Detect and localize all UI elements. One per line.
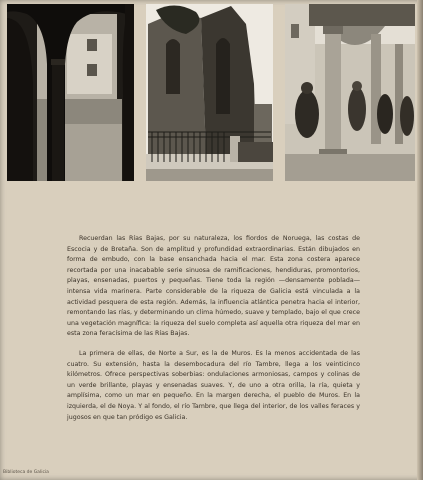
photo-gothic-church xyxy=(146,4,273,181)
page-edge xyxy=(417,0,423,480)
photo-colonnade xyxy=(285,4,415,181)
paragraph-rias-bajas: Recuerdan las Rías Bajas, por su naturaleza, los fiordos de Noruega, las costas de Escocia y de Bretaña. Son de amplitud y profundidad extraordinarias. Están dibujados en forma de embudo, con la base ensanchada hacia el mar. Esta zona costera aparece recortada por una inacabable serie sinuosa de ramificaciones, hendiduras, promontorios, playas, ensenadas, puertos y pequeñas. Tiene toda la región —densamente poblada— intensa vida marinera. Parte considerable de la riqueza de Galicia está vinculada a la actividad pesquera de esta región. Además, la influencia atlántica penetra hacia el interior, remontando las rías, y determinando un clima húmedo, suave y templado, bajo el que crece una vegetación magnífica: la riqueza del suelo completa así aquella otra riqueza del mar en esta zona feracísima de las Rías Bajas. xyxy=(67,235,360,338)
gothic-church-image xyxy=(146,4,273,181)
arcade-street-image xyxy=(7,4,134,181)
photo-strip xyxy=(0,0,423,183)
article-text xyxy=(67,234,360,432)
library-watermark: Biblioteca de Galicia xyxy=(3,470,49,475)
colonnade-image xyxy=(285,4,415,181)
paragraph-ria-de-muros: La primera de ellas, de Norte a Sur, es la de Muros. Es la menos accidentada de las cuatro. Su extensión, hasta la desembocadura del río Tambre, llega a los veinticinco kilómetros. Ofrece perspectivas soberbias: ondulaciones armoniosas, campos y colinas de un verde brillante, playas y ensenadas suaves. Y, de uno a otra orilla, la ría, quieta y amplísima, como un mar en pequeño. En la margen derecha, el pueblo de Muros. En la izquierda, el de Noya. Y al fondo, el río Tambre, que llega del interior, de los valles feraces y jugosos en que tan pródigo es Galicia. xyxy=(67,349,360,421)
photo-arcade-street xyxy=(7,4,134,181)
